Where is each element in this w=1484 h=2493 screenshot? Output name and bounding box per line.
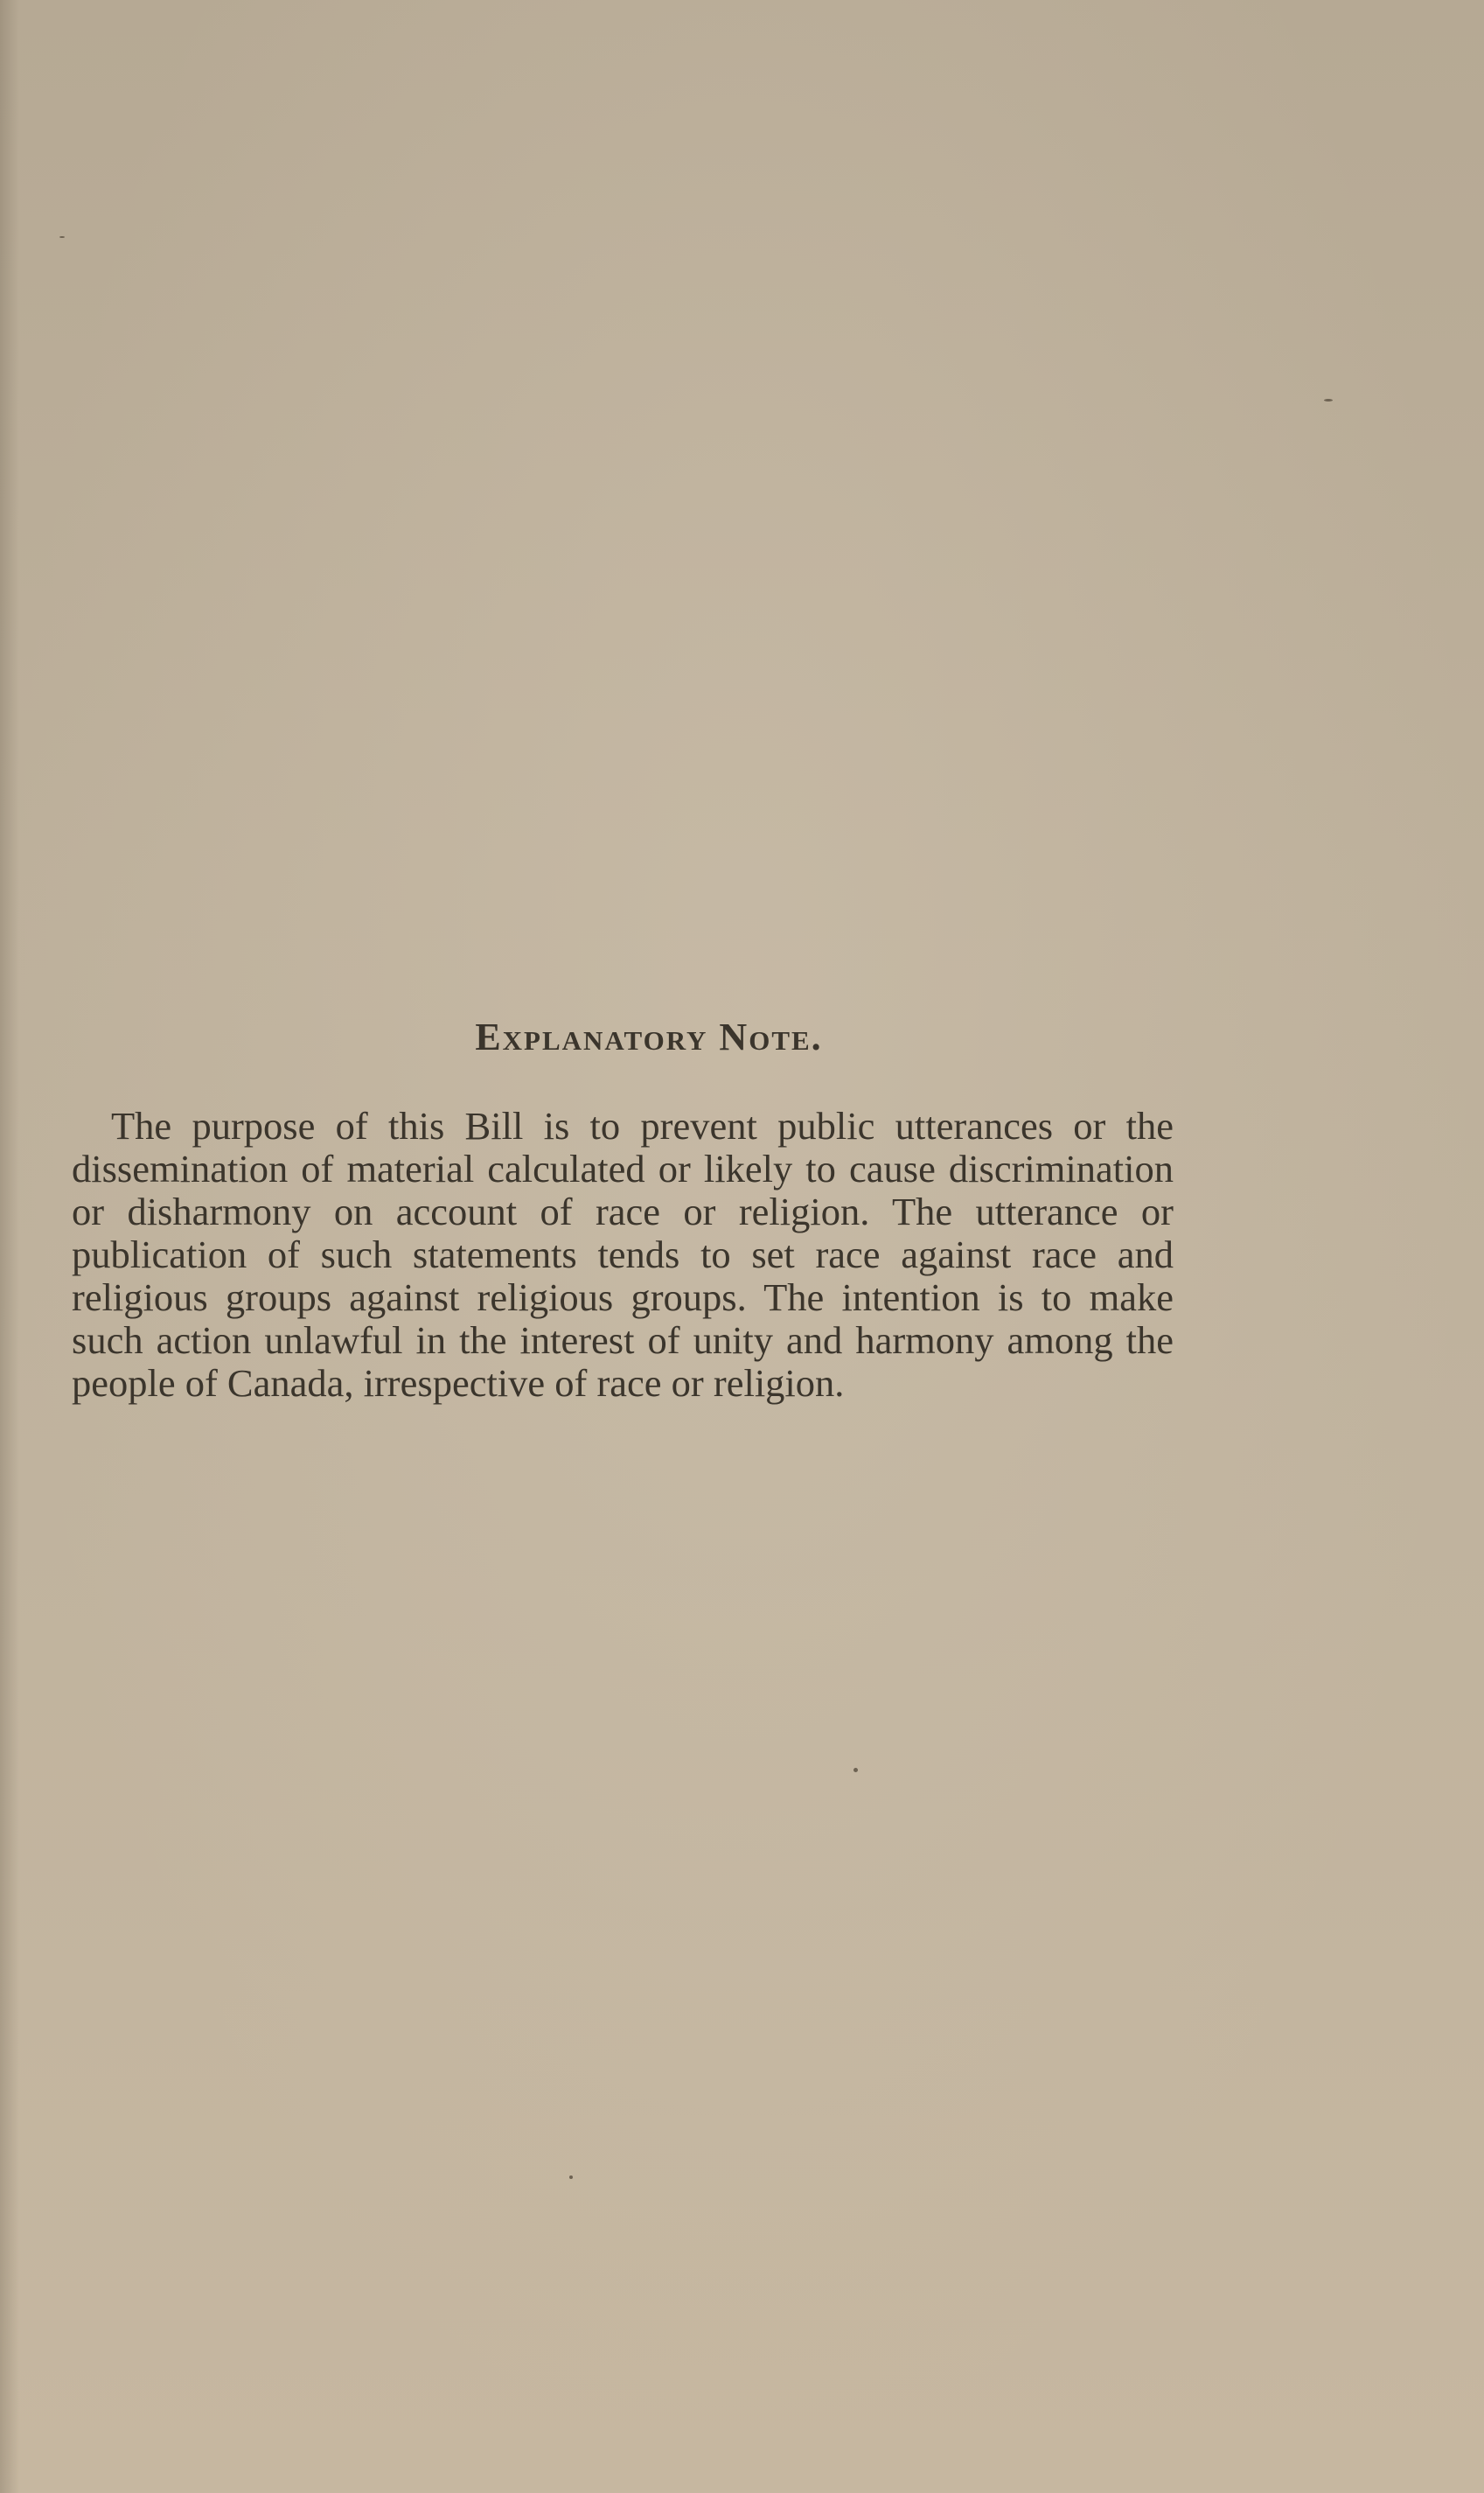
- paper-speck: [853, 1768, 858, 1772]
- paper-speck: [59, 236, 65, 238]
- paper-speck: [569, 2175, 573, 2179]
- note-title: Explanatory Note.: [475, 1016, 823, 1058]
- explanatory-note: [72, 1015, 1174, 1405]
- paper-speck: [1324, 399, 1333, 402]
- note-body: The purpose of this Bill is to prevent public utterances or the dissemination of material calculated or likely to cause discrimination or disharmony on account of race or religion. The utterance or publication of such statements tends to set race against race and religious groups against religious groups. The intention is to make such action unlawful in the interest of unity and harmony among the people of Canada, irrespective of race or religion.: [72, 1104, 1174, 1405]
